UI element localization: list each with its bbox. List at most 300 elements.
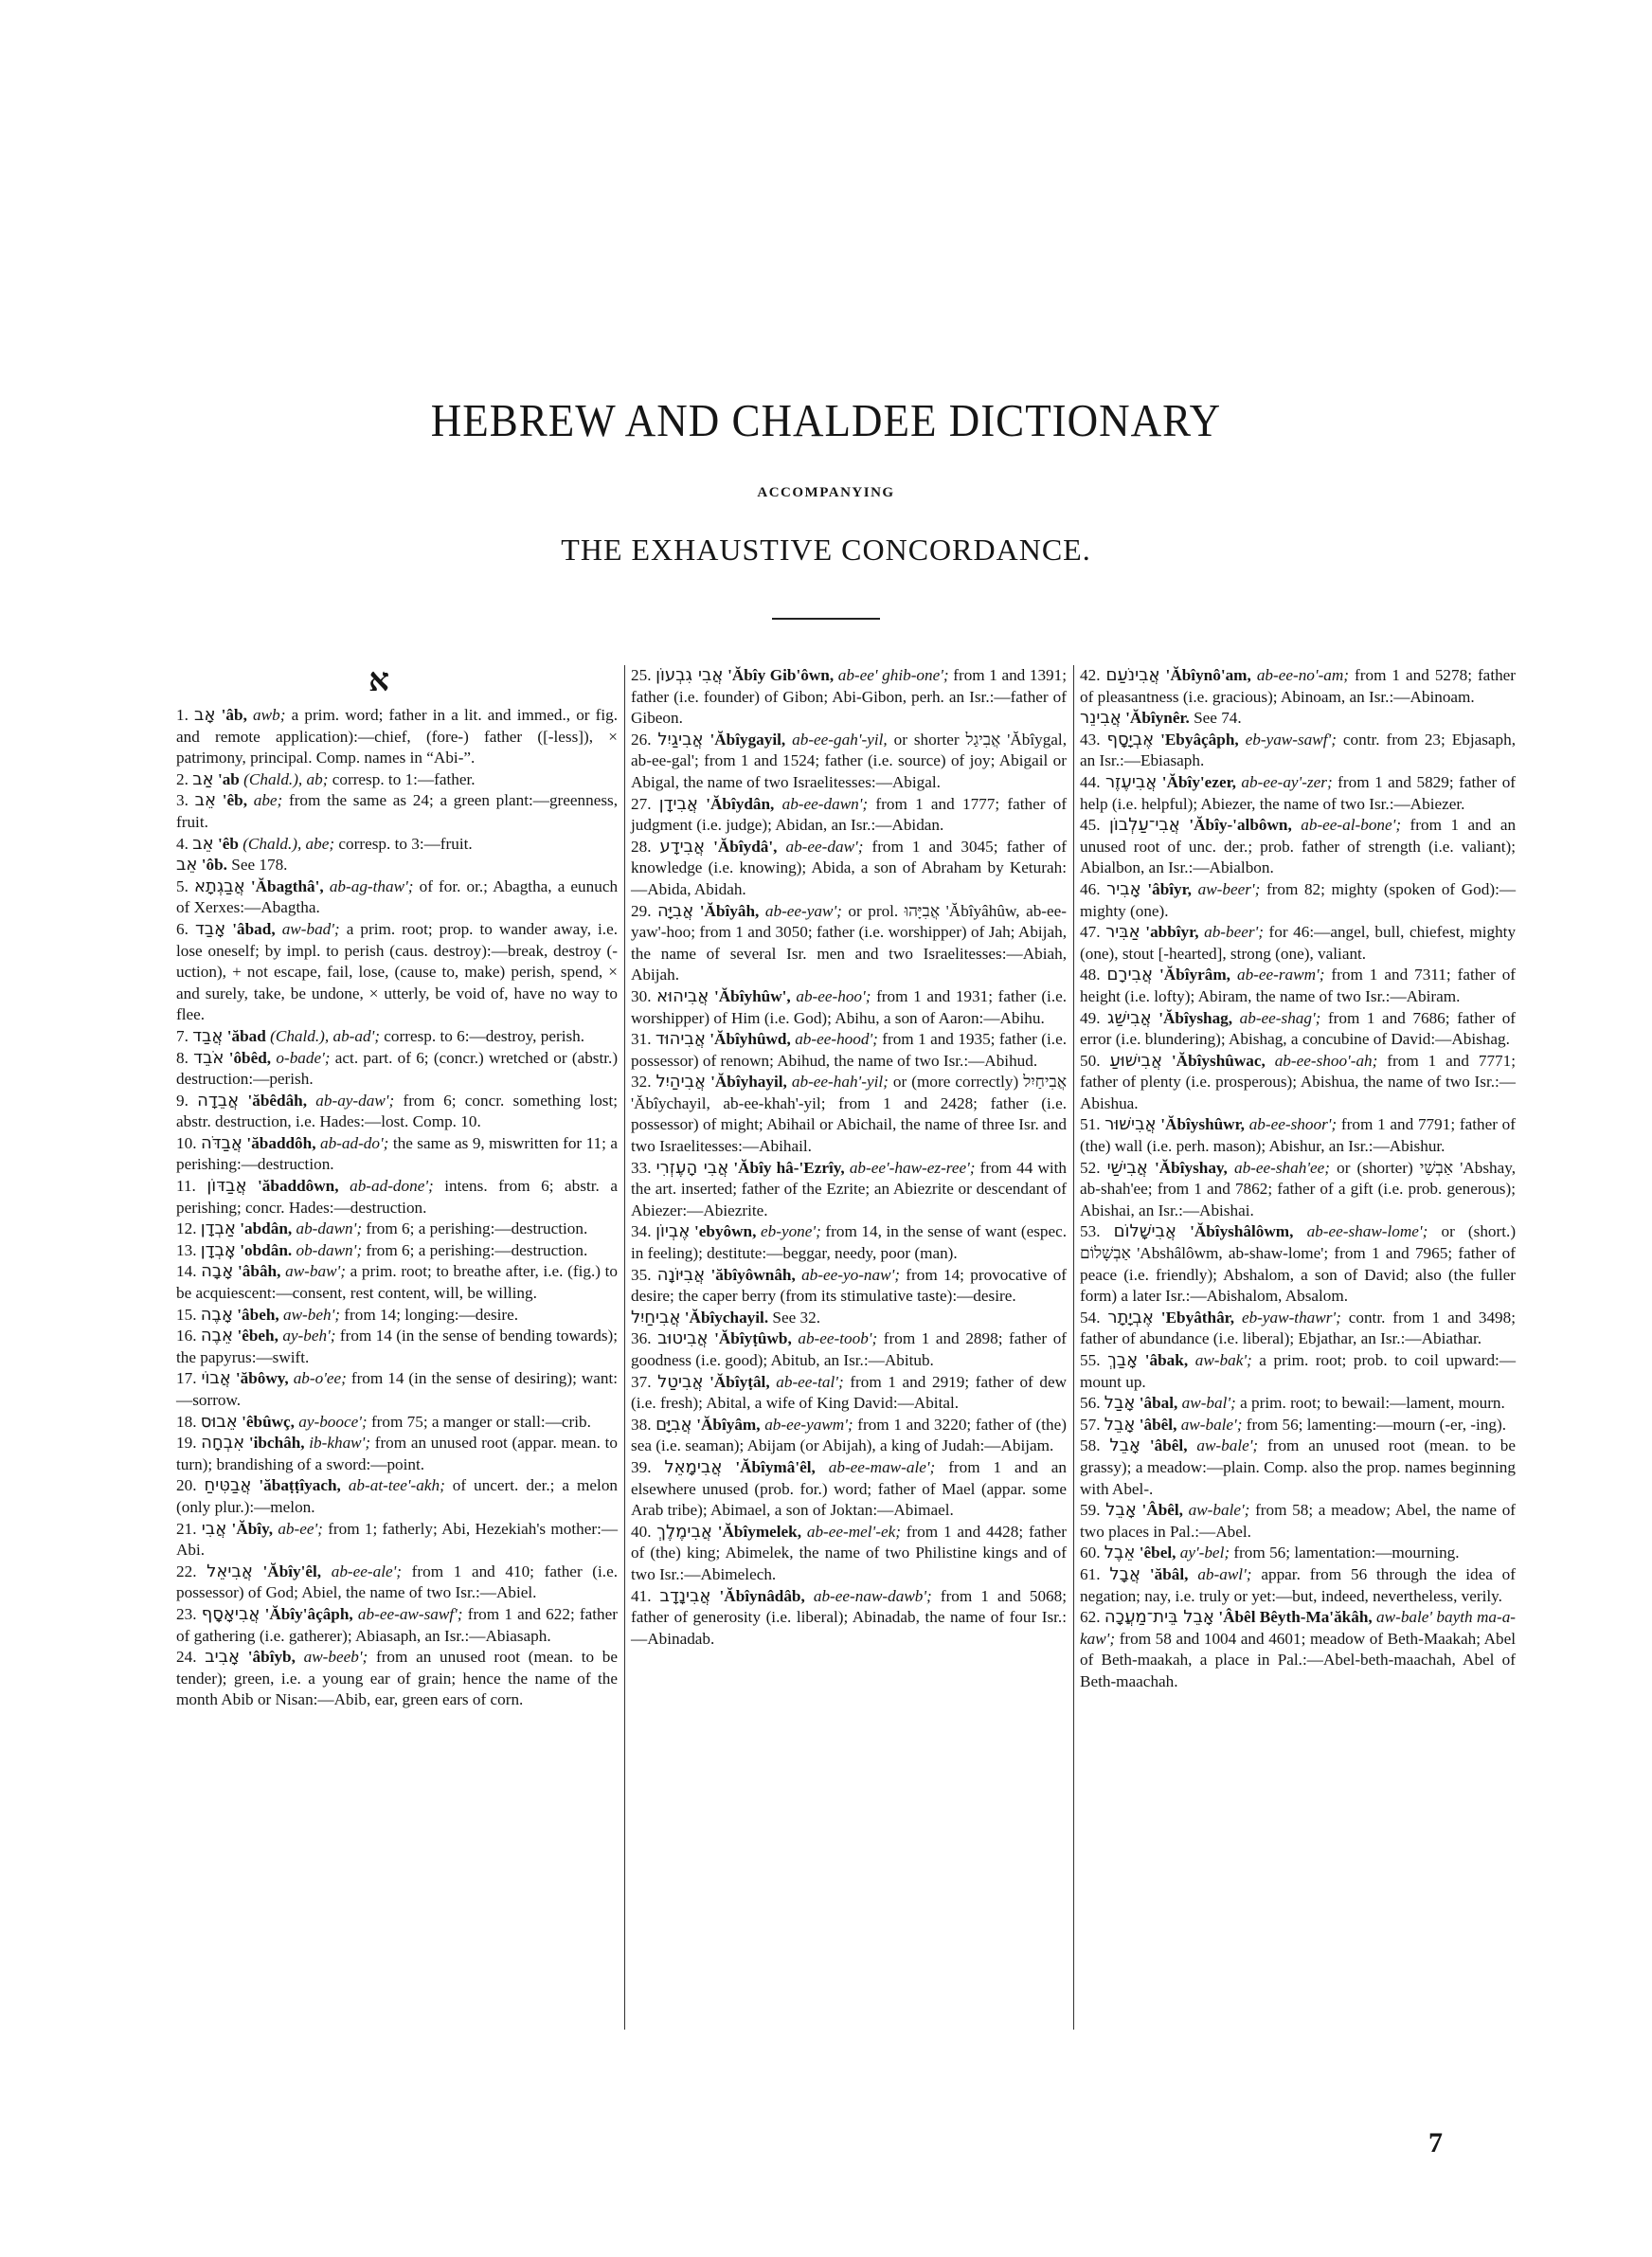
definition: from 82; mighty (spoken of God):—mighty (one). [1080,879,1517,920]
pronunciation: ab-ee'-haw-ez-ree'; [849,1158,976,1177]
entry-number: 8. [176,1048,189,1067]
entry-number: 28. [631,837,652,856]
entry-number: 57. [1080,1415,1101,1434]
pronunciation: ab-ee-shag'; [1239,1008,1321,1027]
definition: from 75; a manger or stall:—crib. [370,1412,591,1431]
hebrew-word: אֲבִימָאֵל [664,1456,723,1477]
dictionary-entry [1080,1051,1516,1115]
pronunciation: (Chald.), ab-ad'; [270,1026,380,1045]
entry-number: 6. [176,919,189,938]
entry-number: 38. [631,1415,652,1434]
transliteration: 'abdân, [240,1219,293,1238]
pronunciation: ay'-bel; [1179,1544,1230,1562]
pronunciation: ab-awl'; [1197,1564,1252,1583]
entry-number: 58. [1080,1436,1101,1455]
hebrew-word: אַבִּיר [1105,922,1140,943]
transliteration: 'Ăbîy hâ-'Ezrîy, [733,1158,845,1177]
dictionary-entry [176,1604,618,1647]
pronunciation: aw-beeb'; [303,1648,368,1667]
hebrew-word: אֲבוֹי [201,1368,231,1389]
definition: See 74. [1194,709,1242,728]
definition: from 1 and 4428; father of (the) king; Abimelek, the name of two Philistine kings and of two Isr.:—Abimelech. [631,1522,1068,1583]
hebrew-word: אֲבַדּוֹן [206,1176,247,1197]
hebrew-word: אֵבֶל [1104,1543,1136,1563]
dictionary-entry [176,1176,618,1219]
transliteration: 'ôb. [201,856,227,875]
dictionary-entry [1080,1435,1516,1500]
dictionary-entry [1080,665,1516,708]
transliteration: 'Ăbîy'âçâph, [264,1604,353,1623]
dictionary-entry [631,1457,1067,1522]
dictionary-entry [631,1072,1067,1157]
hebrew-word: אָבֵל [1109,1435,1141,1456]
dictionary-entry [1080,1393,1516,1415]
definition: the same as 9, miswritten for 11; a perishing:—destruction. [176,1133,619,1174]
pronunciation: o-bade'; [276,1048,331,1067]
entry-number: 27. [631,794,652,813]
entry-number: 54. [1080,1308,1101,1327]
entry-number: 10. [176,1133,197,1152]
hebrew-word: אָב [194,705,216,725]
entry-number: 23. [176,1604,197,1623]
pronunciation: ab-ee-naw-dawb'; [813,1586,932,1605]
pronunciation: ab-ee-hood'; [795,1030,878,1049]
dictionary-entry [631,986,1067,1029]
pronunciation: ob-dawn'; [296,1240,363,1259]
page-title: HEBREW AND CHALDEE DICTIONARY [430,394,1222,446]
definition: corresp. to 1:—father. [332,769,476,788]
dictionary-entry [631,1265,1067,1308]
dictionary-entry [1080,1308,1516,1350]
hebrew-word: אֵבֶה [200,1326,234,1346]
transliteration: 'Ăbîyshûwac, [1171,1051,1266,1070]
dictionary-entry [176,1433,618,1475]
transliteration: 'âbâh, [238,1262,281,1281]
entry-number: 51. [1080,1115,1101,1134]
hebrew-word: אַב [192,768,214,789]
dictionary-entry [176,855,618,876]
entry-number: 46. [1080,879,1101,898]
transliteration: 'ăbîyôwnâh, [710,1265,796,1284]
definition: contr. from 23; Ebjasaph, an Isr.:—Ebiasaph. [1080,730,1517,770]
column-divider-2 [1073,665,1074,2030]
transliteration: 'Ăbîydâ', [713,837,778,856]
transliteration: 'âbeh, [237,1305,279,1324]
transliteration: 'âbîyb, [247,1648,296,1667]
dictionary-entry [1080,922,1516,965]
hebrew-word: אֲבִינֹעַם [1105,665,1160,685]
pronunciation: ab-ee-gah'-yil, [792,730,888,749]
definition: from 14, in the sense of want (espec. in feeling); destitute:—beggar, needy, poor (man). [631,1222,1068,1263]
pronunciation: abe; [253,791,283,810]
entry-number: 5. [176,876,189,895]
entry-number: 61. [1080,1564,1101,1583]
pronunciation: eb-yone'; [761,1222,821,1241]
hebrew-word: אֲבִינָדָב [659,1585,711,1606]
definition: from 1 and 5068; father of generosity (i.e. liberal); Abinadab, the name of four Isr.:—Abinadab. [631,1586,1067,1648]
pronunciation: ab-ee-ale'; [331,1562,403,1580]
hebrew-word: אֲבִישׁוּעַ [1109,1050,1162,1071]
hebrew-word: אֲבִישַׁג [1107,1007,1152,1028]
transliteration: 'Ăbîyshûwr, [1160,1115,1245,1134]
definition: from 1 and an elsewhere unused (prob. for.) word; father of Mael (appar. some Arab tribe); Abimael, a son of Joktan:—Abimael. [631,1457,1068,1520]
definition: from 6; a perishing:—destruction. [366,1219,588,1238]
pronunciation: ab-dawn'; [296,1219,363,1238]
dictionary-entry [176,1240,618,1262]
dictionary-entry [176,919,618,1026]
transliteration: 'Ăbîy'êl, [262,1562,322,1580]
hebrew-word: אָבַךְ [1107,1350,1139,1370]
hebrew-word: אָבַל [1104,1393,1136,1414]
transliteration: 'Ăbîyshay, [1154,1158,1228,1177]
transliteration: 'Ăbîy Gib'ôwn, [727,666,835,684]
transliteration: 'Ăbîymelek, [717,1522,802,1541]
pronunciation: ay-booce'; [298,1412,368,1431]
pronunciation: ab-ee-aw-sawf'; [357,1604,463,1623]
transliteration: 'êbel, [1139,1544,1176,1562]
pronunciation: ab-ee-ay'-zer; [1241,772,1333,791]
hebrew-word: אֲבִירָם [1106,965,1154,985]
transliteration: 'Ăbagthâ', [250,876,324,895]
hebrew-word: אֲבִיּוֹנָה [656,1264,706,1285]
hebrew-word: אָבִיר [1106,878,1141,899]
hebrew-word: אֶבְיָסָף [1106,729,1155,749]
transliteration: 'Ăbîy-'albôwn, [1189,816,1292,835]
hebrew-word: אֵבוּס [200,1411,238,1432]
dictionary-entry [631,1328,1067,1371]
transliteration: 'Ăbîyâm, [696,1415,761,1434]
pronunciation: ab-ee'; [278,1519,323,1538]
pronunciation: eb-yaw-thawr'; [1241,1308,1341,1327]
dictionary-entry [631,1586,1067,1651]
hebrew-word: אֲבִינֵר [1080,708,1122,729]
entry-number: 20. [176,1476,197,1495]
pronunciation: ab-ee-yawm'; [764,1415,853,1434]
transliteration: 'ăbaddôwn, [258,1177,339,1196]
dictionary-entry [176,1026,618,1048]
dictionary-entry [1080,815,1516,879]
pronunciation: aw-bale'; [1180,1415,1243,1434]
transliteration: 'ăbâl, [1149,1564,1189,1583]
definition: or (more correctly) אֲבִיחַיִל 'Ăbîychayil, ab-ee-khah'-yil; from 1 and 2428; father (i.e. possessor) of might; Abihail or Abichail, the name of three Isr. and two Israelitesses:—Abihail. [631,1073,1068,1156]
definition: from 14; longing:—desire. [344,1305,519,1324]
definition: from 1 and 7311; father of height (i.e. lofty); Abiram, the name of two Isr.:—Abiram. [1080,966,1517,1005]
definition: See 32. [772,1308,821,1327]
transliteration: 'Ăbîynô'am, [1165,666,1251,684]
definition: intens. from 6; abstr. a perishing; concr. Hades:—destruction. [176,1177,618,1217]
dictionary-column-2 [631,665,1067,1650]
transliteration: 'ăbôwy, [235,1369,289,1388]
transliteration: 'Ebyâçâph, [1160,730,1239,749]
dictionary-entry [1080,879,1516,922]
pronunciation: aw-beer'; [1197,879,1261,898]
definition: from 44 with the art. inserted; father of the Ezrite; an Abiezrite or descendant of Abiezer:—Abiezrite. [631,1158,1068,1219]
definition: from 1 and 2919; father of dew (i.e. fresh); Abital, a wife of King David:—Abital. [631,1372,1068,1413]
definition: See 178. [231,856,288,875]
dictionary-entry [631,837,1067,901]
pronunciation: (Chald.), ab; [243,769,329,788]
dictionary-entry [631,1158,1067,1222]
pronunciation: ab-ee-rawm'; [1236,966,1325,984]
pronunciation: aw-bak'; [1194,1351,1252,1369]
entry-number: 15. [176,1305,197,1324]
definition: of for. or.; Abagtha, a eunuch of Xerxes:—Abagtha. [176,876,619,917]
hebrew-word: אֲבִידָן [658,793,698,814]
definition: from 1 and 3220; father of (the) sea (i.e. seaman); Abijam (or Abijah), a king of Judah:—Abijam. [631,1415,1067,1455]
entry-number: 33. [631,1158,652,1177]
pronunciation: ab-ee-mel'-ek; [806,1522,901,1541]
definition: of uncert. der.; a melon (only plur.):—melon. [176,1476,619,1516]
definition: a prim. word; father in a lit. and immed., or fig. and remote application):—chief, (fore-) father ([-less]), × patrimony, principal. Comp. names in “Abi-”. [176,706,619,767]
entry-number: 60. [1080,1544,1101,1562]
pronunciation: ab-o'ee; [293,1369,347,1388]
entry-number: 56. [1080,1394,1101,1413]
section-letter-aleph: א [368,663,389,698]
transliteration: 'ăbad [226,1026,266,1045]
dictionary-entry [631,1308,1067,1329]
entry-number: 45. [1080,816,1101,835]
pronunciation: ab-ee-shaw-lome'; [1306,1222,1428,1241]
transliteration: 'Ăbîyâh, [699,901,760,920]
dictionary-entry [1080,965,1516,1007]
dictionary-entry [176,876,618,919]
dictionary-entry [631,1029,1067,1072]
entry-number: 29. [631,901,652,920]
transliteration: 'Ăbîyhayil, [710,1073,787,1092]
transliteration: 'êb, [222,791,248,810]
definition: from 1 and 7771; father of plenty (i.e. prosperous); Abishua, the name of two Isr.:—Abishua. [1080,1051,1517,1112]
page-subtitle: ACCOMPANYING [757,485,895,500]
definition: a prim. root; to breathe after, i.e. (fig.) to be acquiescent:—consent, rest content, will, be willing. [176,1262,619,1303]
dictionary-entry [631,1221,1067,1264]
entry-number: 31. [631,1030,652,1049]
hebrew-word: אָבֵל [1105,1500,1137,1521]
entry-number: 50. [1080,1051,1101,1070]
definition: from the same as 24; a green plant:—greenness, fruit. [176,791,619,831]
entry-number: 9. [176,1091,189,1110]
transliteration: 'ôbêd, [228,1048,272,1067]
dictionary-entry [1080,1415,1516,1436]
definition: from 1 and 7686; father of error (i.e. blundering); Abishag, a concubine of David:—Abishag. [1080,1008,1517,1049]
transliteration: 'Ăbîy, [231,1519,274,1538]
pronunciation: ab-ee-maw-ale'; [828,1457,936,1476]
hebrew-word: אֲבִיגַיִל [657,729,704,749]
dictionary-column-3 [1080,665,1516,1693]
definition: from 6; a perishing:—destruction. [366,1240,588,1259]
page-subtitle-concordance: THE EXHAUSTIVE CONCORDANCE. [561,533,1091,567]
entry-number: 35. [631,1265,652,1284]
definition: from 14 (in the sense of bending towards); the papyrus:—swift. [176,1327,619,1366]
transliteration: 'êbûwç, [242,1412,295,1431]
definition: appar. from 56 through the idea of negation; nay, i.e. truly or yet:—but, indeed, nevertheless, verily. [1080,1564,1517,1605]
entry-number: 13. [176,1240,197,1259]
hebrew-word: אָבֵל [1104,1414,1136,1435]
entry-number: 59. [1080,1501,1101,1520]
hebrew-word: אָבִיב [205,1647,241,1668]
hebrew-word: אִבְחָה [201,1433,245,1454]
definition: from 1 and 1391; father (i.e. founder) of Gibon; Abi-Gibon, perh. an Isr.:—father of Gibeon. [631,666,1067,728]
dictionary-entry [176,1326,618,1368]
entry-number: 18. [176,1412,197,1431]
entry-number: 32. [631,1073,652,1092]
entry-number: 16. [176,1327,197,1345]
pronunciation: ab-ee-daw'; [785,837,864,856]
dictionary-entry [1080,1500,1516,1543]
entry-number: 41. [631,1586,652,1605]
definition: from 1 and 1935; father (i.e. possessor) of renown; Abihud, the name of two Isr.:—Abihud. [631,1030,1068,1070]
transliteration: 'âbîyr, [1147,879,1192,898]
entry-number: 42. [1080,666,1101,684]
definition: or (shorter) אַבְשַׁי 'Abshay, ab-shah'ee; from 1 and 7862; father of a gift (i.e. prob. generous); Abishai, an Isr.:—Abishai. [1080,1158,1517,1219]
entry-number: 52. [1080,1158,1101,1177]
title-divider [772,618,880,620]
dictionary-entry [176,1305,618,1327]
hebrew-word: אֲבִי־עַלְבוֹן [1108,815,1180,836]
pronunciation: ab-at-tee'-akh; [348,1476,445,1495]
hebrew-word: אֵב [176,855,198,876]
definition: from 1 and 622; father of gathering (i.e. gatherer); Abiasaph, an Isr.:—Abiasaph. [176,1604,618,1645]
hebrew-word: אָבֵל בֵּית־מַעֲכָה [1104,1607,1214,1628]
pronunciation: aw-beh'; [283,1305,340,1324]
dictionary-entry [1080,1564,1516,1607]
dictionary-entry [176,1562,618,1604]
pronunciation: ab-beer'; [1204,923,1264,942]
entry-number: 34. [631,1222,652,1241]
hebrew-word: אֲבַגְתָא [194,876,245,896]
hebrew-word: אׇבְדָן [200,1239,236,1260]
transliteration: 'Ăbîyrâm, [1159,966,1230,984]
dictionary-entry [1080,730,1516,772]
definition: from 1; fatherly; Abi, Hezekiah's mother:—Abi. [176,1519,619,1560]
dictionary-entry [1080,1543,1516,1564]
definition: a prim. root; prob. to coil upward:—mount up. [1080,1351,1517,1391]
transliteration: 'Ăbîy'ezer, [1161,772,1236,791]
definition: from an unused root (mean. to be grassy); a meadow:—plain. Comp. also the prop. names beginning with Abel-. [1080,1436,1517,1498]
dictionary-entry [176,1219,618,1240]
entry-number: 11. [176,1177,196,1196]
dictionary-entry [1080,1607,1516,1692]
definition: from 14 (in the sense of desiring); want:—sorrow. [176,1369,619,1409]
entry-number: 44. [1080,772,1101,791]
pronunciation: aw-bad'; [281,919,340,938]
entry-number: 12. [176,1219,197,1238]
transliteration: 'Ăbîyshag, [1158,1008,1233,1027]
transliteration: 'êb [217,834,239,853]
entry-number: 7. [176,1026,189,1045]
transliteration: 'ăbêdâh, [247,1091,308,1110]
pronunciation: ab-ee-hoo'; [796,986,871,1005]
pronunciation: ab-ee-toob'; [798,1329,878,1348]
definition: from 1 and 410; father (i.e. possessor) of God; Abiel, the name of two Isr.:—Abiel. [176,1562,619,1602]
definition: from 1 and 5278; father of pleasantness (i.e. gracious); Abinoam, an Isr.:—Abinoam. [1080,666,1517,706]
hebrew-word: אֲבַד [192,1025,224,1046]
pronunciation: aw-bale'; [1196,1436,1259,1455]
column-divider-1 [624,665,625,2030]
dictionary-entry [1080,1114,1516,1157]
pronunciation: ab-ee-hah'-yil; [791,1073,889,1092]
definition: from 56; lamenting:—mourn (-er, -ing). [1246,1415,1507,1434]
pronunciation: ab-ee-yaw'; [764,901,842,920]
hebrew-word: אֲבִיאָסָף [201,1603,260,1624]
pronunciation: eb-yaw-sawf'; [1245,730,1337,749]
definition: from 1 and 1931; father (i.e. worshipper) of Him (i.e. God); Abihu, a son of Aaron:—Abihu. [631,986,1068,1027]
transliteration: 'Ăbîyhûw', [713,986,791,1005]
transliteration: 'Ăbîychayil. [684,1308,769,1327]
hebrew-word: אֲבִישָׁלוֹם [1113,1221,1176,1242]
definition: or shorter אֲבִיגַל 'Ăbîygal, ab-ee-gal'; from 1 and 1524; father (i.e. source) of joy; Abigail or Abigal, the name of two Israelitesses:—Abigal. [631,730,1068,791]
entry-number: 30. [631,986,652,1005]
pronunciation: ab-ee-yo-naw'; [801,1265,900,1284]
dictionary-entry [176,1412,618,1434]
entry-number: 1. [176,706,189,724]
entry-number: 4. [176,834,189,853]
hebrew-word: אֲבִיהַיִל [655,1072,707,1092]
hebrew-word: אֲבַטִּיחַ [204,1475,252,1496]
pronunciation: ay-beh'; [282,1327,336,1345]
pronunciation: ab-ee-shah'ee; [1233,1158,1330,1177]
hebrew-word: אֲבִיטַל [657,1371,704,1392]
dictionary-entry [176,769,618,791]
hebrew-word: אֹבֵד [193,1047,224,1068]
hebrew-word: אֲבִיהוּד [655,1029,706,1050]
dictionary-column-1 [176,705,618,1711]
transliteration: 'âbad, [232,919,276,938]
pronunciation: ab-ee-shoo'-ah; [1274,1051,1378,1070]
pronunciation: ab-ag-thaw'; [329,876,414,895]
dictionary-entry [631,794,1067,837]
dictionary-entry [176,1475,618,1518]
dictionary-entry [1080,772,1516,815]
hebrew-word: אֲבִי הָעֶזְרִי [655,1157,729,1178]
pronunciation: awb; [253,706,286,724]
definition: contr. from 1 and 3498; father of abundance (i.e. liberal); Ebjathar, an Isr.:—Abiathar. [1080,1308,1517,1348]
pronunciation: aw-baw'; [285,1262,346,1281]
definition: from 1 and 7791; father of (the) wall (i.e. perh. mason); Abishur, an Isr.:—Abishur. [1080,1115,1516,1156]
pronunciation: ab-ee-dawn'; [781,794,869,813]
entry-number: 62. [1080,1608,1101,1627]
hebrew-word: אֵב [194,790,217,811]
entry-number: 3. [176,791,189,810]
transliteration: 'âbak, [1144,1351,1189,1369]
transliteration: 'êbeh, [237,1327,278,1345]
transliteration: 'Ăbîymâ'êl, [735,1457,816,1476]
hebrew-word: אֲבָל [1109,1563,1141,1584]
dictionary-entry [1080,708,1516,730]
entry-number: 25. [631,666,652,684]
dictionary-entry [631,901,1067,986]
pronunciation: ab-ad-done'; [350,1177,434,1196]
dictionary-entry [1080,1221,1516,1307]
dictionary-entry [1080,1008,1516,1051]
pronunciation: ab-ee-no'-am; [1256,666,1350,684]
transliteration: 'Ăbîyṭûwb, [714,1329,792,1348]
transliteration: 'âbal, [1139,1394,1178,1413]
definition: a prim. root; to bewail:—lament, mourn. [1240,1394,1505,1413]
dictionary-entry [176,834,618,856]
hebrew-word: אֲבִיאֵל [206,1561,253,1581]
pronunciation: ab-ee-tal'; [776,1372,844,1391]
pronunciation: ab-ee-shoor'; [1248,1115,1338,1134]
transliteration: 'Ebyâthâr, [1160,1308,1235,1327]
dictionary-entry [176,1048,618,1091]
definition: from 6; concr. something lost; abstr. destruction, i.e. Hades:—lost. Comp. 10. [176,1091,619,1131]
dictionary-entry [176,1091,618,1133]
entry-number: 17. [176,1369,197,1388]
hebrew-word: אֲבַדֹּה [200,1132,242,1153]
transliteration: 'Âbêl Bêyth-Ma'ăkâh, [1218,1608,1373,1627]
definition: or (short.) אַבְשָׁלוֹם 'Abshâlôwm, ab-shaw-lome'; from 1 and 7965; father of peace (i.e. friendly); Abshalom, a son of David; also (the fuller form) a later Isr.:—Abishalom, Absalom. [1080,1222,1517,1306]
pronunciation: aw-bale'; [1188,1501,1250,1520]
